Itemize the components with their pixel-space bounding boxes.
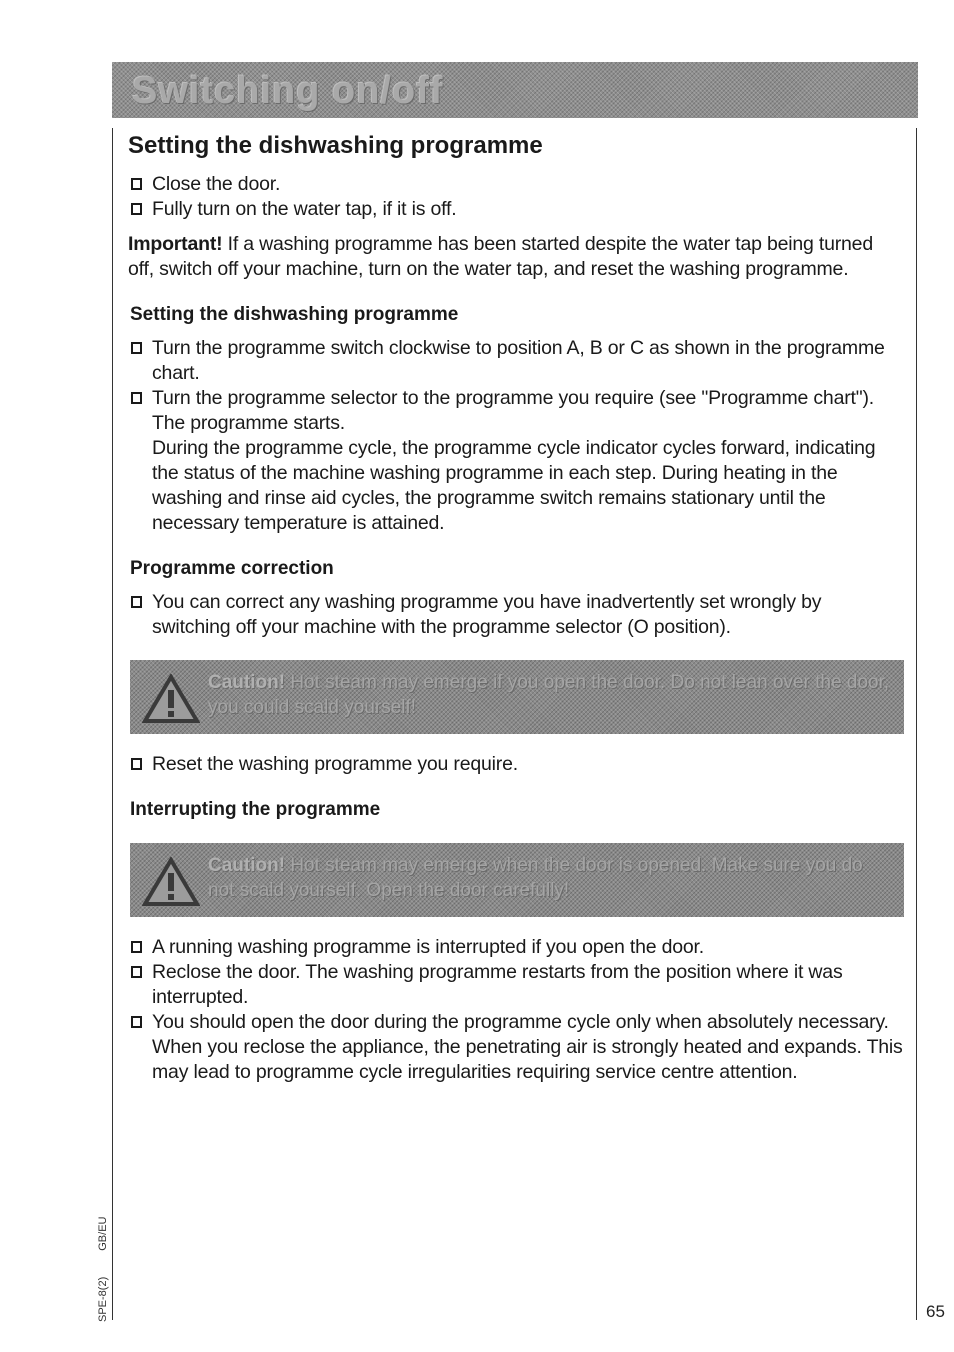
setting-continuation: During the programme cycle, the programme cycle indicator cycles forward, indicating the status of the machine washing programme in each step. During heating in the washing and rinse aid cycles, the programme switch remains stationary until the necessary temperature is attained.	[152, 437, 876, 534]
page-content	[128, 130, 904, 1085]
list-item: Turn the programme switch clockwise to position A, B or C as shown in the programme chart.	[128, 336, 904, 386]
right-margin-rule	[916, 128, 917, 1320]
list-item: You should open the door during the programme cycle only when absolutely necessary. When you reclose the appliance, the penetrating air is strongly heated and expands. This may lead to programme cycle irregularities requiring service centre attention.	[128, 1010, 904, 1085]
reset-bullet-list	[128, 752, 904, 777]
interrupt-heading: Interrupting the programme	[130, 799, 381, 820]
correction-heading: Programme correction	[130, 558, 334, 579]
section-title: Switching on/off	[132, 70, 444, 112]
list-item: A running washing programme is interrupted if you open the door.	[128, 935, 904, 960]
intro-bullet-list	[128, 172, 904, 222]
list-item-text: Turn the programme selector to the programme you require (see "Programme chart"). The programme starts.	[152, 387, 874, 434]
list-item: Close the door.	[128, 172, 904, 197]
warning-triangle-icon	[142, 674, 200, 724]
caution-box-door	[130, 843, 904, 917]
list-item	[128, 386, 904, 536]
caution-message: Hot steam may emerge if you open the door. Do not lean over the door, you could scald yourself!	[208, 672, 890, 718]
interrupt-bullet-list	[128, 935, 904, 1085]
caution-label: Caution!	[208, 855, 286, 876]
section-banner	[112, 62, 918, 118]
important-note	[128, 232, 904, 282]
document-id: SPE-8(2)	[97, 1276, 109, 1322]
language-code: GB/EU	[97, 1216, 109, 1251]
correction-bullet-list	[128, 590, 904, 640]
warning-triangle-icon	[142, 857, 200, 907]
important-text: If a washing programme has been started despite the water tap being turned off, switch off your machine, turn on the water tap, and reset the washing programme.	[128, 233, 873, 280]
list-item: You can correct any washing programme you have inadvertently set wrongly by switching off your machine with the programme selector (O position).	[128, 590, 904, 640]
caution-label: Caution!	[208, 672, 286, 693]
document-code	[97, 1191, 109, 1322]
list-item: Reclose the door. The washing programme restarts from the position where it was interrupted.	[128, 960, 904, 1010]
left-margin-rule	[112, 128, 113, 1320]
caution-box-steam	[130, 660, 904, 734]
caution-text	[208, 853, 894, 903]
main-heading: Setting the dishwashing programme	[128, 132, 543, 159]
list-item: Fully turn on the water tap, if it is off.	[128, 197, 904, 222]
page-number: 65	[926, 1302, 945, 1321]
setting-heading: Setting the dishwashing programme	[130, 304, 459, 325]
important-label: Important!	[128, 233, 223, 255]
caution-text	[208, 670, 894, 720]
setting-bullet-list	[128, 336, 904, 536]
caution-message: Hot steam may emerge when the door is opened. Make sure you do not scald yourself. Open the door carefully!	[208, 855, 863, 901]
list-item: Reset the washing programme you require.	[128, 752, 904, 777]
